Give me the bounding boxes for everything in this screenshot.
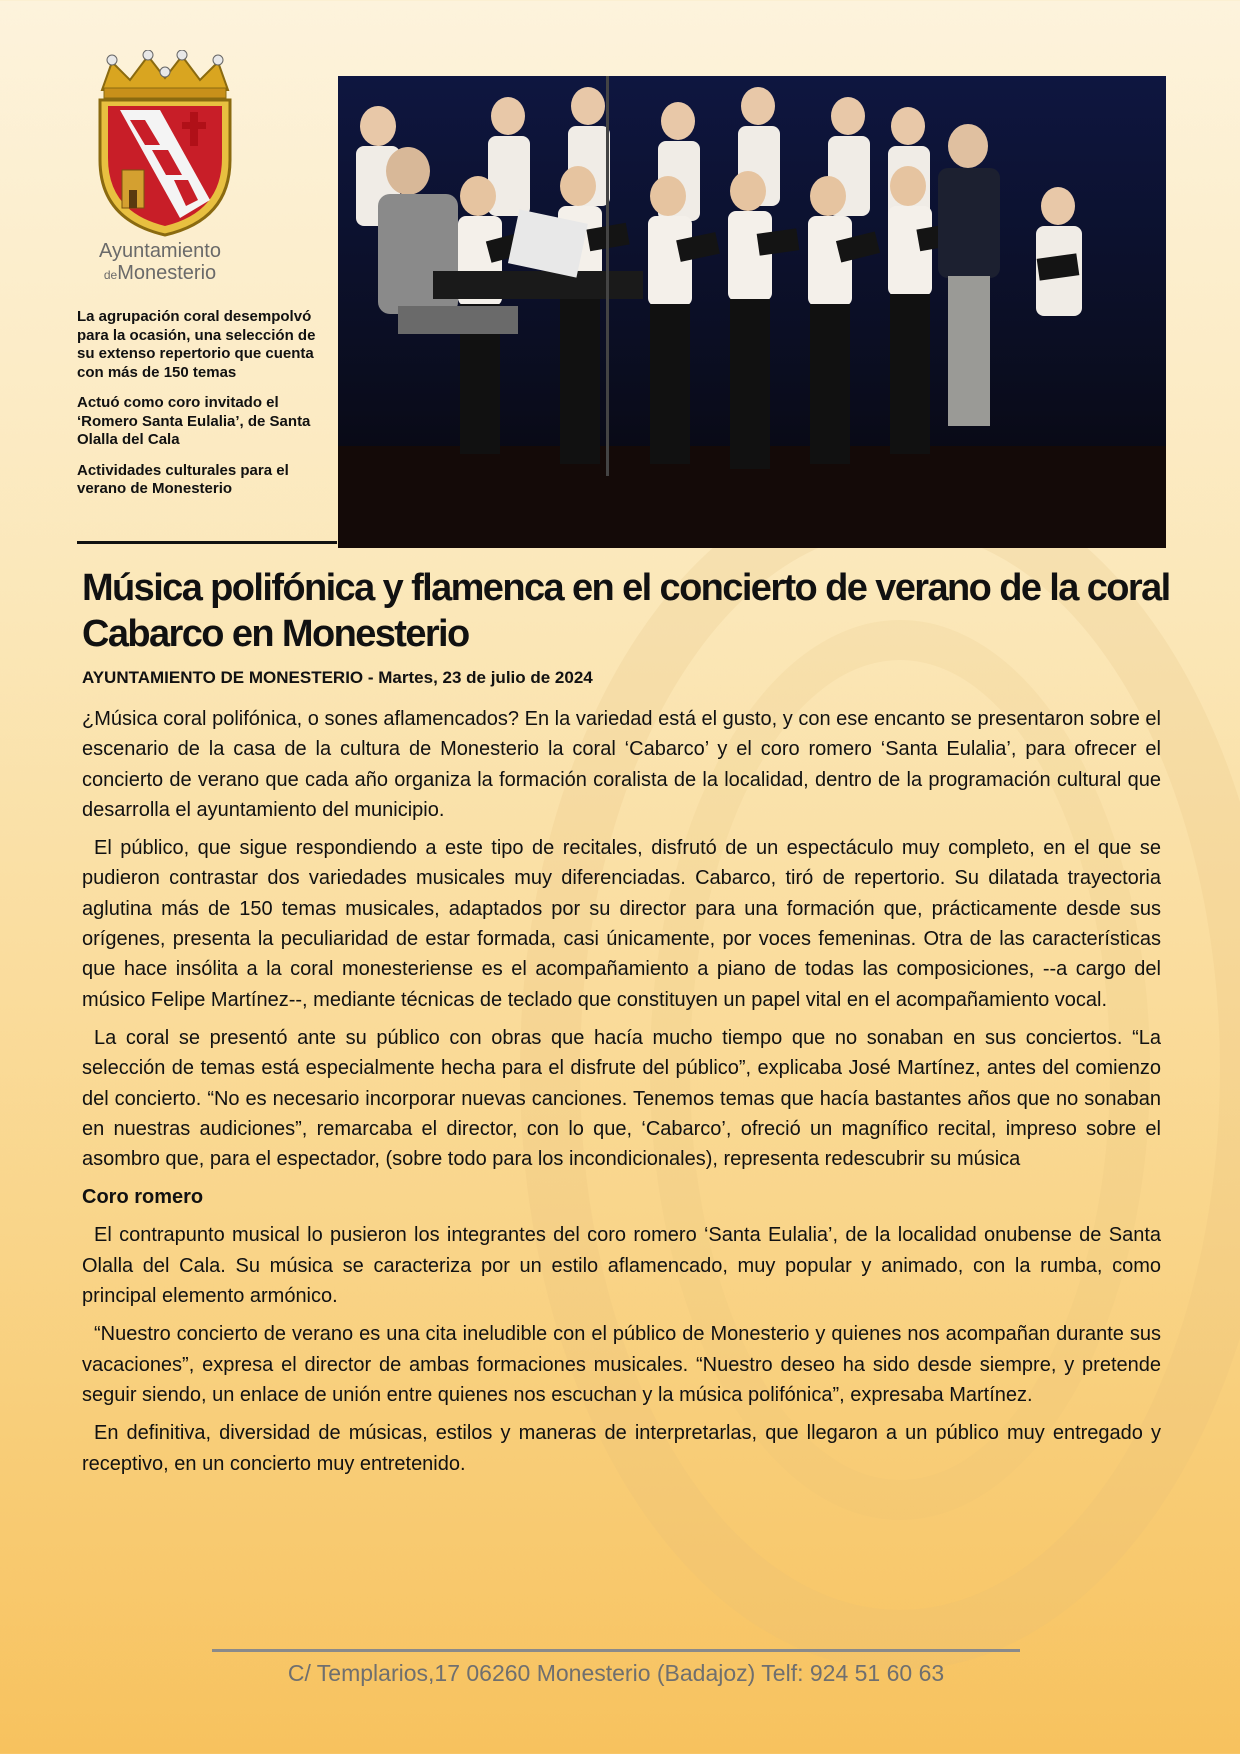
article-paragraph: ¿Música coral polifónica, o sones aflamencados? En la variedad está el gusto, y con ese encanto se presentaron sobre el escenario de la casa de la cultura de Monesterio la coral ‘Cabarco’ y el coro romero ‘Santa Eulalia’, para ofrecer el concierto de verano que cada año organiza la formación coralista de la localidad, dentro de la programación cultural que desarrolla el ayuntamiento del municipio.	[82, 708, 1161, 821]
section-subheading: Coro romero	[82, 1186, 204, 1209]
article-paragraph: En definitiva, diversidad de músicas, estilos y maneras de interpretarlas, que llegaron a un público muy entregado y receptivo, en un concierto muy entretenido.	[82, 1422, 1161, 1475]
footer-divider	[212, 1649, 1020, 1652]
sidebar-highlight: La agrupación coral desempolvó para la ocasión, una selección de su extenso repertorio que cuenta con más de 150 temas	[77, 308, 316, 381]
sidebar-highlights	[77, 308, 317, 511]
footer-address: C/ Templarios,17 06260 Monesterio (Badajoz) Telf: 924 51 60 63	[287, 1660, 945, 1686]
logo-name-line2: deMonesterio	[103, 262, 217, 284]
article-paragraph: El público, que sigue respondiendo a este tipo de recitales, disfrutó de un espectáculo muy completo, en el que se pudieron contrastar dos variedades musicales muy diferenciadas. Cabarco, tiró de repertorio. Su dilatada trayectoria aglutina más de 150 temas musicales, adaptados por su director para una formación que, prácticamente desde sus orígenes, presenta la peculiaridad de estar formada, casi únicamente, por voces femeninas. Otra de las características que hace insólita a la coral monesteriense es el acompañamiento a piano de todas las composiciones, --a cargo del músico Felipe Martínez--, mediante técnicas de teclado que constituyen un papel vital en el acompañamiento vocal.	[82, 837, 1161, 1011]
article-source: AYUNTAMIENTO DE MONESTERIO	[82, 668, 364, 687]
logo-name-line1: Ayuntamiento	[99, 240, 221, 262]
article-body	[82, 704, 1161, 1487]
article-paragraph: El contrapunto musical lo pusieron los integrantes del coro romero ‘Santa Eulalia’, de la localidad onubense de Santa Olalla del Cala. Su música se caracteriza por un estilo aflamencado, muy popular y animado, con la rumba, como principal elemento armónico.	[82, 1224, 1161, 1308]
sidebar-divider	[77, 541, 337, 544]
choir-photo	[338, 76, 1166, 548]
sidebar-highlight: Actividades culturales para el verano de Monesterio	[77, 461, 289, 497]
article-paragraph: “Nuestro concierto de verano es una cita ineludible con el público de Monesterio y quienes nos acompañan durante sus vacaciones”, expresa el director de ambas formaciones musicales. “Nuestro deseo ha sido desde siempre, y pretende seguir siendo, un enlace de unión entre quienes nos escuchan y la música polifónica”, expresaba Martínez.	[82, 1323, 1161, 1406]
logo-caption	[70, 240, 250, 286]
sidebar-highlight: Actuó como coro invitado el ‘Romero Santa Eulalia’, de Santa Olalla del Cala	[77, 394, 311, 448]
article-date: - Martes, 23 de julio de 2024	[363, 668, 593, 687]
article-byline	[82, 668, 1082, 688]
article-title: Música polifónica y flamenca en el concierto de verano de la coral Cabarco en Monesterio	[82, 567, 1170, 655]
article-paragraph: La coral se presentó ante su público con obras que hacía mucho tiempo que no sonaban en sus conciertos. “La selección de temas está especialmente hecha para el disfrute del público”, explicaba José Martínez, antes del comienzo del concierto. “No es necesario incorporar nuevas canciones. Tenemos temas que hacía bastantes años que no sonaban en nuestras audiciones”, remarcaba el director, con lo que, ‘Cabarco’, ofreció un magnífico recital, impreso sobre el asombro que, para el espectador, (sobre todo para los incondicionales), representa redescubrir su música	[82, 1026, 1161, 1171]
